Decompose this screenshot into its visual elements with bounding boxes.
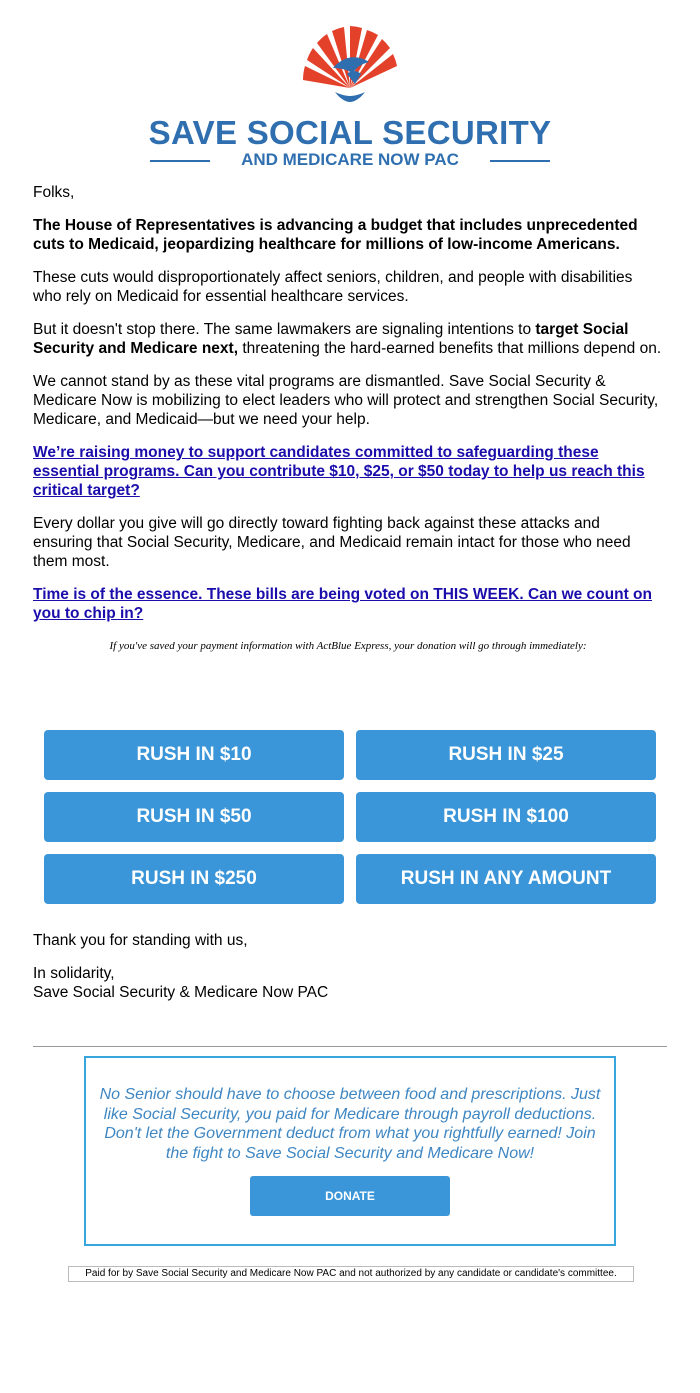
logo-title: SAVE SOCIAL SECURITY — [148, 114, 552, 151]
p2-bold: target Social Security and Medicare next, — [33, 321, 629, 357]
rush-250-button[interactable]: RUSH IN $250 — [44, 854, 344, 904]
paid-for-disclaimer: Paid for by Save Social Security and Medicare Now PAC and not authorized by any candidate or candidate's committee. — [68, 1266, 634, 1282]
rush-10-button[interactable]: RUSH IN $10 — [44, 730, 344, 780]
chip-in-link-paragraph — [33, 585, 663, 623]
greeting: Folks, — [33, 184, 75, 201]
lead-paragraph: The House of Representatives is advancing a budget that includes unprecedented cuts to Medicaid, jeopardizing healthcare for millions of low-income Americans. — [33, 217, 638, 253]
paragraph-4: Every dollar you give will go directly toward fighting back against these attacks and ensuring that Social Security, Medicare, and Medicaid remain intact for those who need them most. — [33, 515, 631, 570]
email-body — [33, 183, 663, 656]
p2-start: But it doesn't stop there. The same lawmakers are signaling intentions to — [33, 321, 536, 338]
eagle-sun-logo-icon — [295, 18, 405, 113]
paragraph-2 — [33, 320, 663, 358]
contribute-link-paragraph — [33, 443, 663, 500]
closing — [33, 931, 328, 1016]
contribute-link[interactable]: We’re raising money to support candidates committed to safeguarding these essential programs. Can you contribute $10, $25, or $50 today to help us reach this critical target? — [33, 444, 645, 499]
donate-button[interactable]: DONATE — [250, 1176, 450, 1216]
signoff: In solidarity, — [33, 965, 115, 982]
logo-subtitle-row — [150, 150, 550, 170]
paragraph-3: We cannot stand by as these vital programs are dismantled. Save Social Security & Medicare Now is mobilizing to elect leaders who will protect and strengthen Social Security, Medicare, and Medicaid—but we need your help. — [33, 373, 659, 428]
p2-end: threatening the hard-earned benefits that millions depend on. — [238, 340, 662, 357]
rush-any-amount-button[interactable]: RUSH IN ANY AMOUNT — [356, 854, 656, 904]
divider — [33, 1046, 667, 1047]
rush-50-button[interactable]: RUSH IN $50 — [44, 792, 344, 842]
actblue-note: If you've saved your payment information with ActBlue Express, your donation will go through immediately: — [109, 640, 587, 652]
callout-box — [84, 1056, 616, 1246]
thanks-line: Thank you for standing with us, — [33, 932, 248, 949]
rush-100-button[interactable]: RUSH IN $100 — [356, 792, 656, 842]
logo-subtitle: AND MEDICARE NOW PAC — [241, 150, 459, 169]
rush-25-button[interactable]: RUSH IN $25 — [356, 730, 656, 780]
signature: Save Social Security & Medicare Now PAC — [33, 984, 329, 1001]
callout-text: No Senior should have to choose between food and prescriptions. Just like Social Security, you paid for Medicare through payroll deductions. Don't let the Government deduct from what you rightfully earned! Join the fight to Save Social Security and Medicare Now! — [99, 1086, 601, 1162]
paragraph-1: These cuts would disproportionately affect seniors, children, and people with disabilities who rely on Medicaid for essential healthcare services. — [33, 269, 633, 305]
pac-logo — [0, 18, 700, 168]
chip-in-link[interactable]: Time is of the essence. These bills are being voted on THIS WEEK. Can we count on you to chip in? — [33, 586, 652, 622]
signoff-block — [33, 964, 328, 1002]
